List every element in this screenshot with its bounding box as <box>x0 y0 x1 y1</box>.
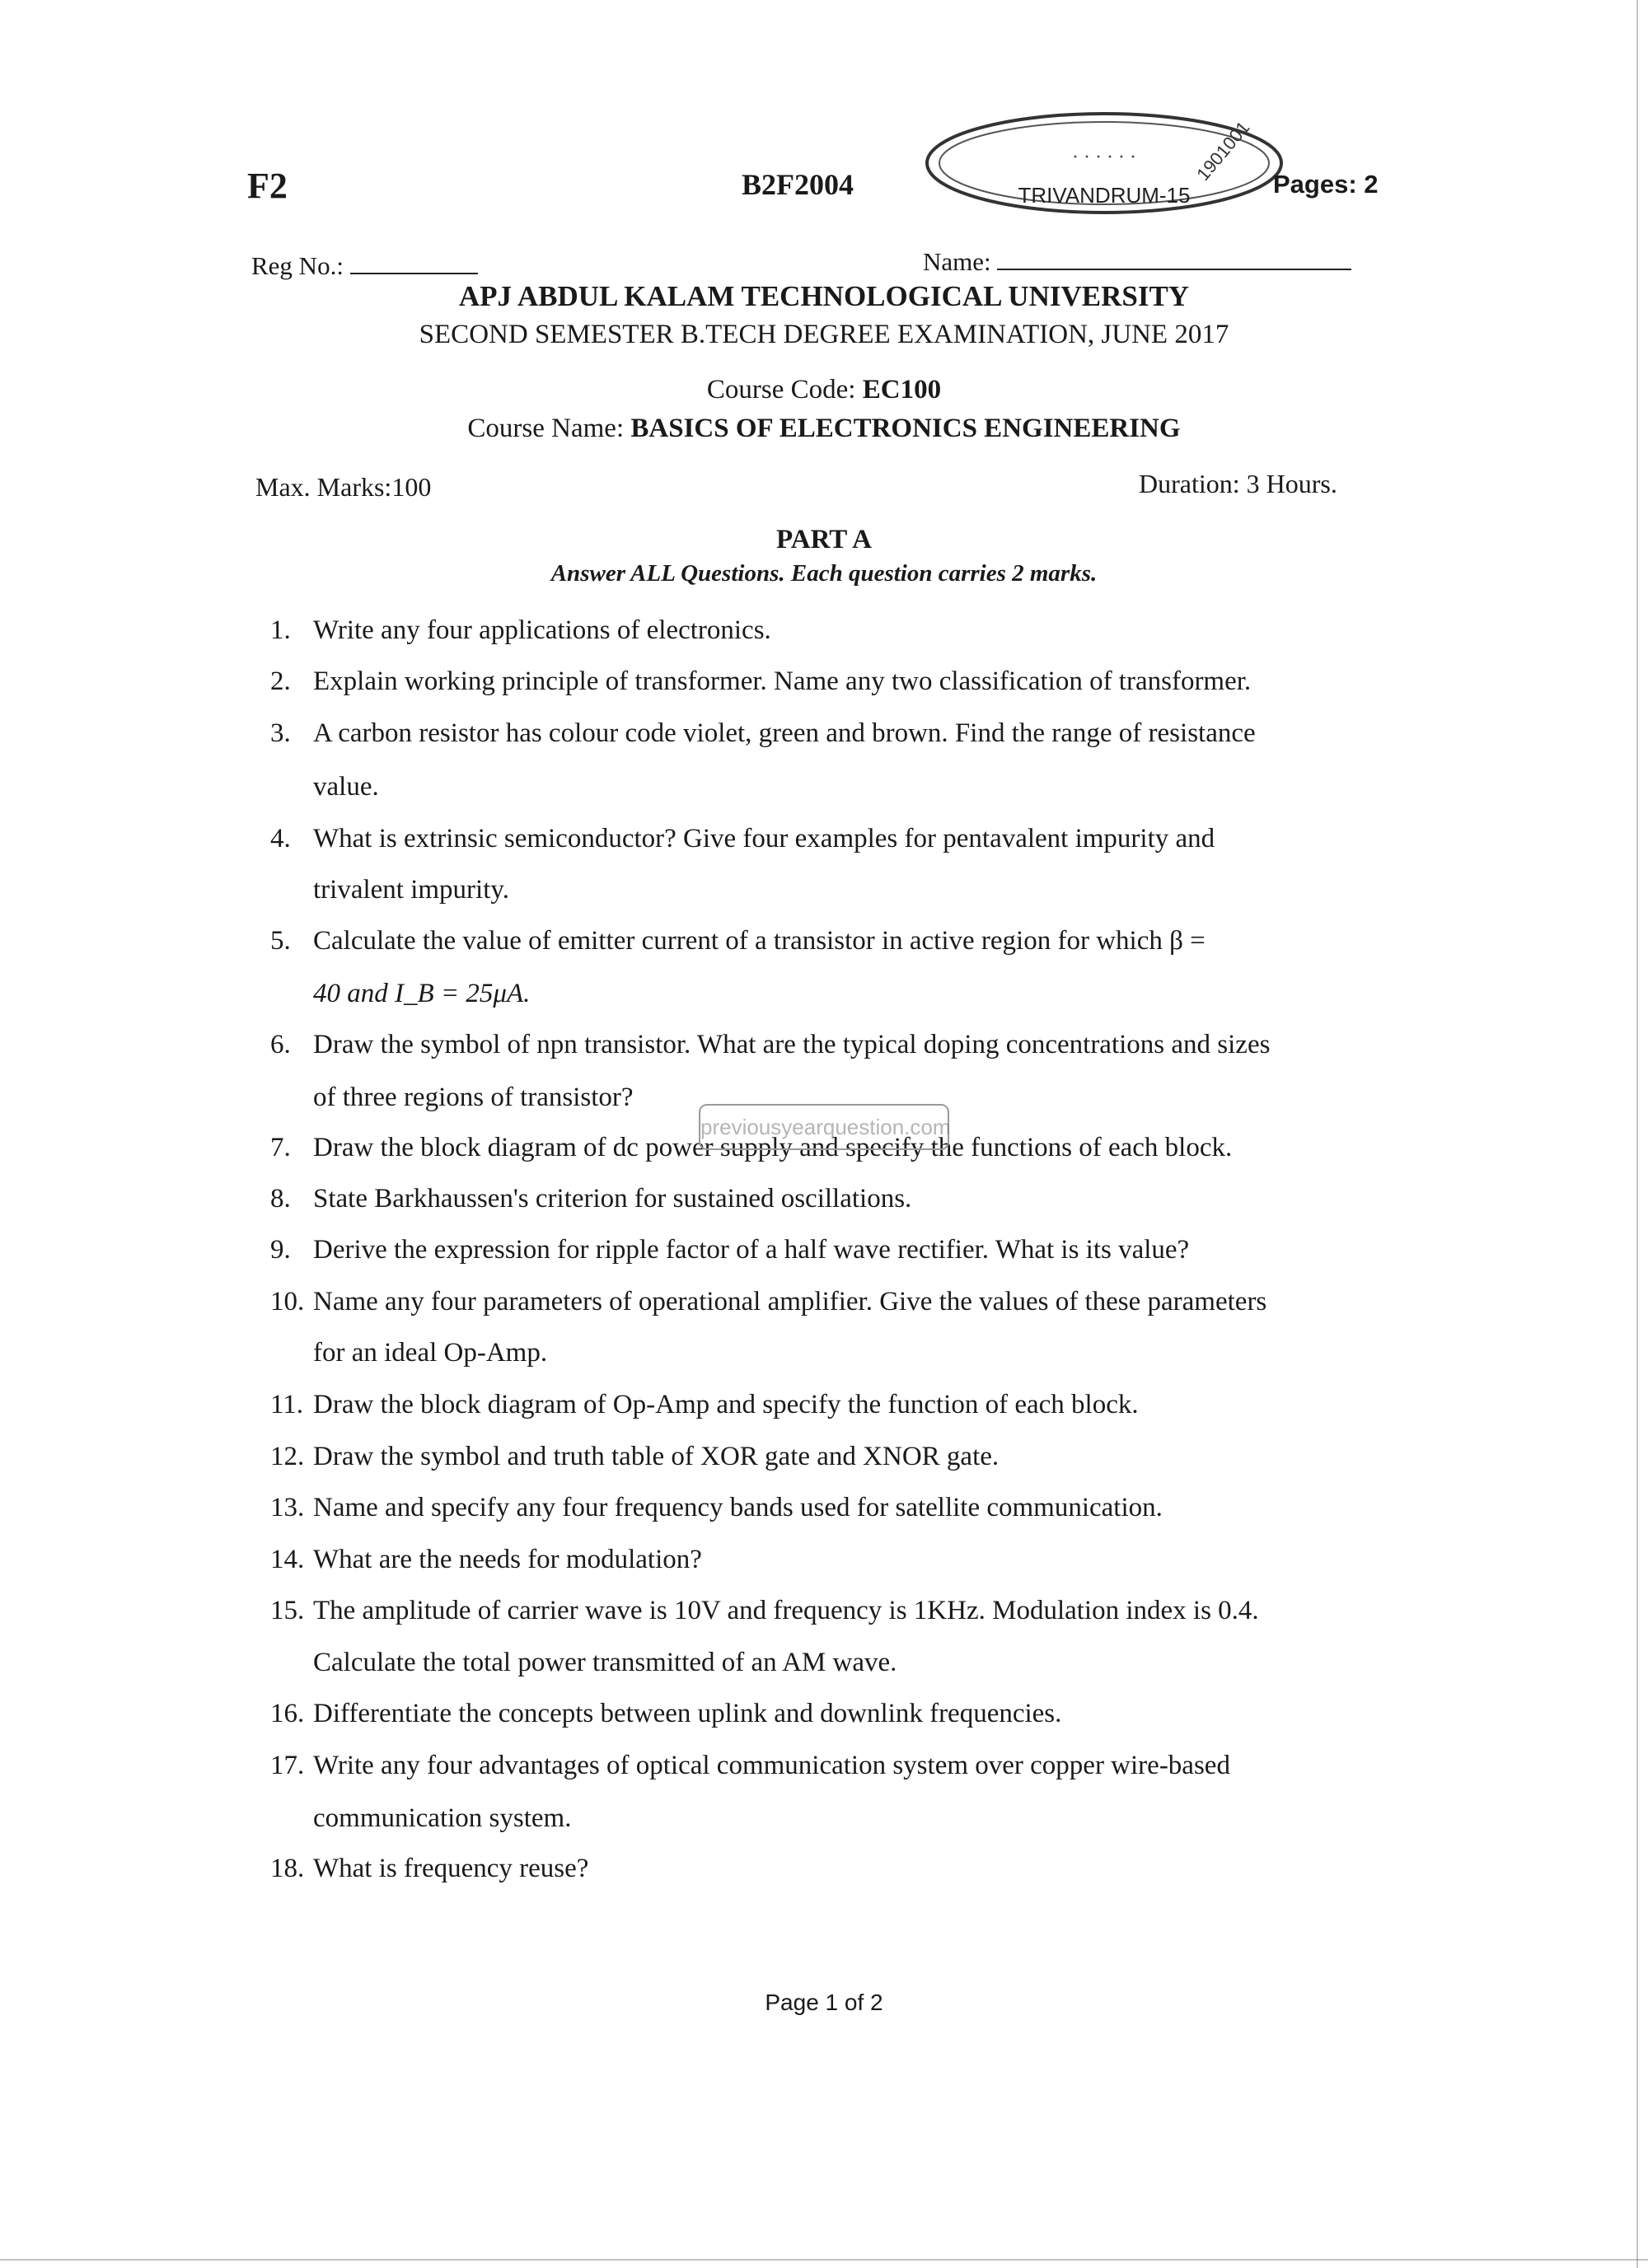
question-10-continued: for an ideal Op-Amp. <box>313 1338 548 1368</box>
page-number-footer: Page 1 of 2 <box>765 1990 883 2015</box>
course-code-label: Course Code: <box>706 375 863 404</box>
part-a-title: PART A <box>776 525 872 554</box>
seal-code-text: 1901001 <box>1192 117 1254 185</box>
max-marks: Max. Marks:100 <box>255 472 432 502</box>
question-1: 1. Write any four applications of electronics. <box>270 615 771 645</box>
name-label: Name: <box>923 247 991 276</box>
question-11: 11. Draw the block diagram of Op-Amp and specify the function of each block. <box>270 1390 1139 1419</box>
question-4: 4. What is extrinsic semiconductor? Give four examples for pentavalent impurity and <box>270 824 1215 853</box>
scan-edge-bottom <box>0 2259 1648 2261</box>
question-10: 10. Name any four parameters of operational amplifier. Give the values of these parameters <box>270 1287 1267 1316</box>
question-4-continued: trivalent impurity. <box>313 875 509 905</box>
question-7: 7. Draw the block diagram of dc power supply and specify the functions of each block. <box>270 1133 1233 1162</box>
question-18: 18. What is frequency reuse? <box>270 1854 589 1883</box>
question-8: 8. State Barkhaussen's criterion for sustained oscillations. <box>270 1184 912 1213</box>
paper-code: F2 <box>247 166 288 206</box>
course-name <box>0 414 1648 444</box>
part-a-instructions: Answer ALL Questions. Each question carries 2 marks. <box>550 560 1098 587</box>
question-5: 5. Calculate the value of emitter current of a transistor in active region for which β = <box>270 926 1206 956</box>
reg-no-field <box>251 251 478 281</box>
course-name-value: BASICS OF ELECTRONICS ENGINEERING <box>630 414 1181 443</box>
question-3: 3. A carbon resistor has colour code violet, green and brown. Find the range of resistance <box>270 718 1256 748</box>
question-2: 2. Explain working principle of transformer. Name any two classification of transformer. <box>270 666 1252 696</box>
question-14: 14. What are the needs for modulation? <box>270 1545 702 1574</box>
name-field <box>923 247 1351 277</box>
course-name-label: Course Name: <box>467 414 631 443</box>
question-9: 9. Derive the expression for ripple factor of a half wave rectifier. What is its value? <box>270 1235 1190 1265</box>
course-code-value: EC100 <box>862 375 942 404</box>
question-13: 13. Name and specify any four frequency bands used for satellite communication. <box>270 1493 1163 1522</box>
question-3-continued: value. <box>313 772 379 802</box>
exam-code: B2F2004 <box>742 168 854 201</box>
question-17: 17. Write any four advantages of optical communication system over copper wire-based <box>270 1751 1230 1780</box>
question-17-continued: communication system. <box>313 1803 572 1833</box>
question-6-continued: of three regions of transistor? <box>313 1083 634 1112</box>
svg-text:· · · · · ·: · · · · · · <box>1072 147 1136 168</box>
website-watermark: previousyearquestion.com <box>699 1104 949 1150</box>
reg-no-label: Reg No.: <box>251 251 344 280</box>
question-5-continued: 40 and I_B = 25μA. <box>313 979 531 1008</box>
college-seal-stamp <box>898 105 1294 229</box>
scan-edge-right <box>1636 0 1638 2268</box>
course-code <box>0 375 1648 405</box>
question-15: 15. The amplitude of carrier wave is 10V and frequency is 1KHz. Modulation index is 0.4. <box>270 1596 1259 1625</box>
pages-count: Pages: 2 <box>1273 170 1379 199</box>
university-name: APJ ABDUL KALAM TECHNOLOGICAL UNIVERSITY <box>458 280 1190 312</box>
seal-city-text: TRIVANDRUM-15 <box>1018 183 1191 208</box>
duration: Duration: 3 Hours. <box>1139 469 1337 498</box>
question-15-continued: Calculate the total power transmitted of an AM wave. <box>313 1648 897 1677</box>
question-12: 12. Draw the symbol and truth table of XOR gate and XNOR gate. <box>270 1442 1000 1471</box>
question-6: 6. Draw the symbol of npn transistor. What are the typical doping concentrations and sizes <box>270 1030 1271 1059</box>
question-16: 16. Differentiate the concepts between uplink and downlink frequencies. <box>270 1699 1062 1728</box>
exam-title: SECOND SEMESTER B.TECH DEGREE EXAMINATION, JUNE 2017 <box>419 320 1229 349</box>
